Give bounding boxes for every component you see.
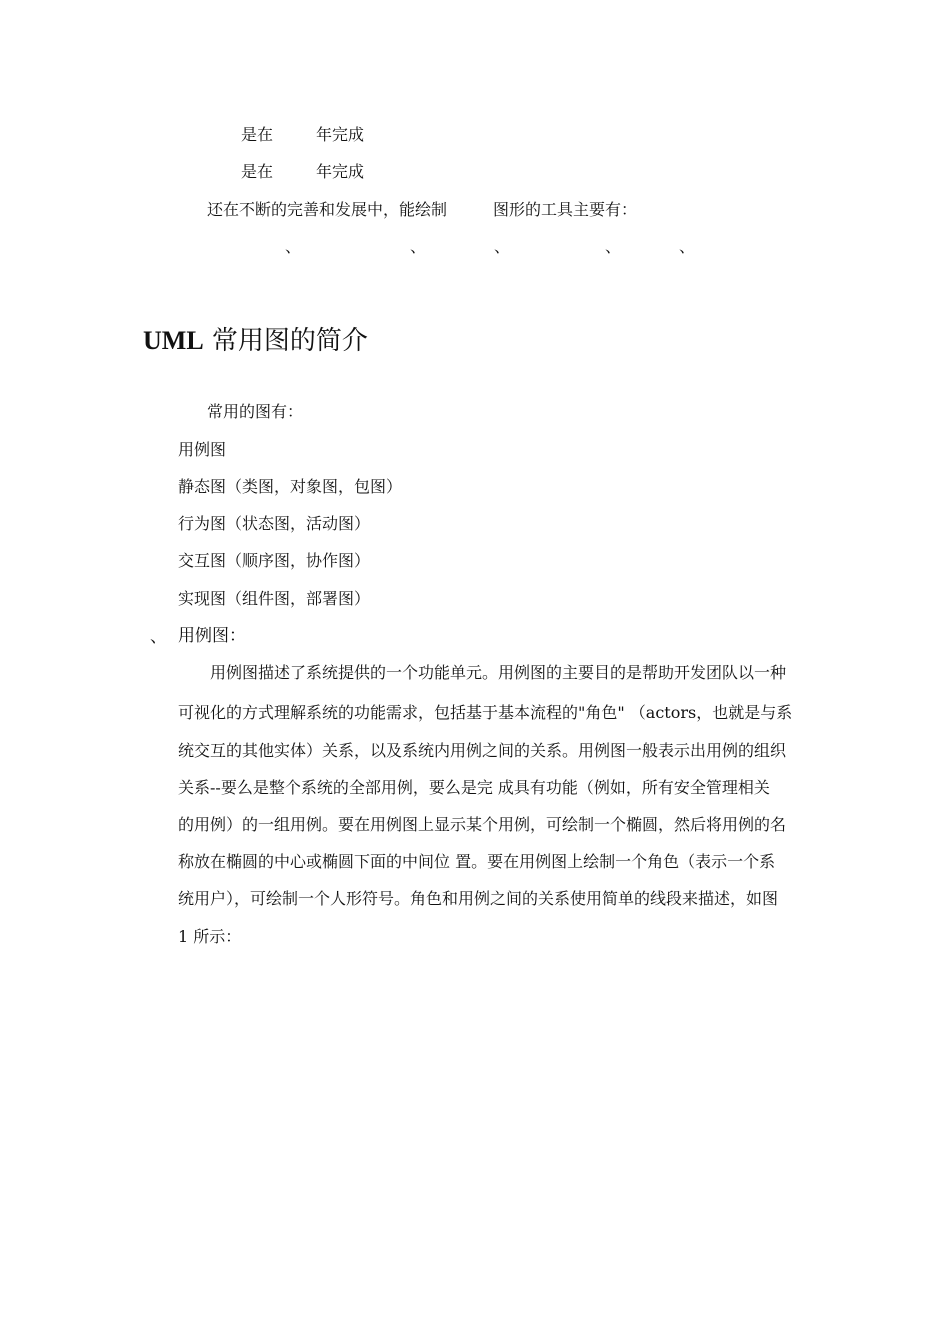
paragraph-line: 称放在椭圆的中心或椭圆下面的中间位 置。要在用例图上绘制一个角色（表示一个系: [178, 852, 776, 871]
diagram-list-item: 用例图: [178, 440, 227, 459]
tool-list-separator: 、: [285, 237, 302, 256]
section-heading: [143, 324, 368, 358]
intro-line-1-part-a: 是在: [241, 125, 274, 144]
subsection-heading: 用例图：: [178, 626, 246, 646]
paragraph-line: 的用例）的一组用例。要在用例图上显示某个用例，可绘制一个椭圆，然后将用例的名: [178, 815, 787, 834]
subsection-marker: 、: [150, 627, 167, 647]
tool-list-separator: 、: [679, 237, 696, 256]
paragraph-line: 统交互的其他实体）关系，以及系统内用例之间的关系。用例图一般表示出用例的组织: [178, 741, 787, 760]
tool-list-separator: 、: [494, 237, 511, 256]
diagram-list-item: 实现图（组件图，部署图）: [178, 589, 371, 608]
diagram-list-item: 行为图（状态图，活动图）: [178, 514, 371, 533]
intro-line-3-part-a: 还在不断的完善和发展中，能绘制: [207, 200, 448, 219]
section-heading-latin: UML: [143, 326, 204, 355]
intro-line-3-part-b: 图形的工具主要有：: [493, 200, 638, 219]
tool-list-separator: 、: [605, 237, 622, 256]
diagram-list-lead: 常用的图有：: [207, 402, 304, 421]
paragraph-line: 用例图描述了系统提供的一个功能单元。用例图的主要目的是帮助开发团队以一种: [210, 663, 787, 682]
paragraph-line: 1 所示：: [178, 927, 242, 946]
intro-line-1-part-b: 年完成: [316, 125, 365, 144]
tool-list-separator: 、: [410, 237, 427, 256]
paragraph-line: 关系--要么是整个系统的全部用例，要么是完 成具有功能（例如，所有安全管理相关: [178, 778, 770, 797]
intro-line-2-part-b: 年完成: [316, 162, 365, 181]
section-heading-rest: 常用图的简介: [203, 326, 368, 356]
paragraph-line: 可视化的方式理解系统的功能需求，包括基于基本流程的"角色" （actors，也就是与系: [178, 703, 793, 722]
diagram-list-item: 交互图（顺序图，协作图）: [178, 551, 371, 570]
intro-line-2-part-a: 是在: [241, 162, 274, 181]
diagram-list-item: 静态图（类图，对象图，包图）: [178, 477, 403, 496]
paragraph-line: 统用户），可绘制一个人形符号。角色和用例之间的关系使用简单的线段来描述，如图: [178, 889, 779, 908]
